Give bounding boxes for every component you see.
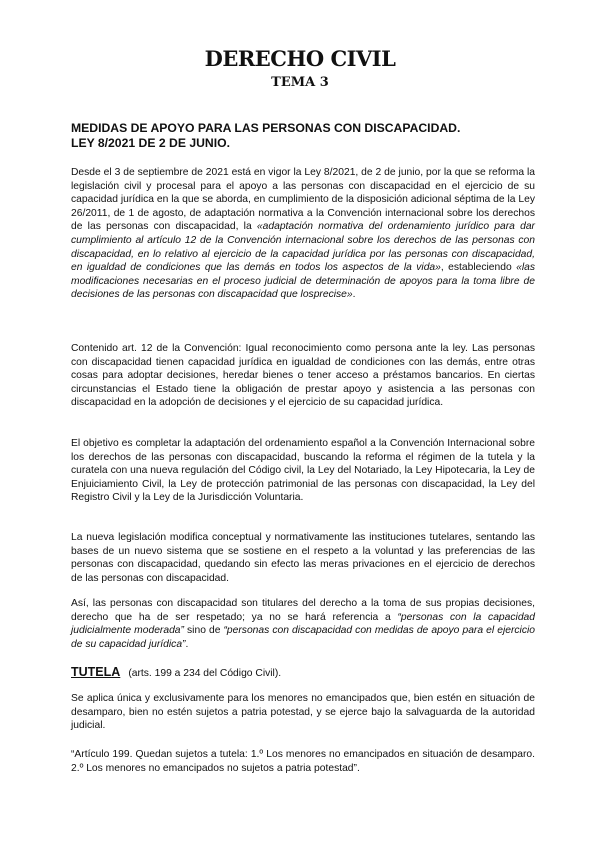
paragraph-intro-quote-a: «adaptación normativa del ordenamiento jurídico para dar cumplimiento al artículo 12 de la Convención internacional sobre los derechos de las personas con discapacidad, en lo relativo al ejercicio de la capacidad jurídica por las personas con discapacidad, en igualdad de condiciones que las demás en todos los aspectos de la vida» [71,221,535,274]
paragraph-intro-text-a: Desde el 3 de septiembre de 2021 está en vigor la Ley 8/2021, de 2 de junio, por la que se reforma la legislación civil y procesal para el apoyo a las personas con discapacidad en el ejercicio de su capacidad jurídica en la que se aborda, en cumplimiento de la disposición adicional séptima de la Ley 26/2011, de 1 de agosto, de adaptación normativa a la Convención internacional sobre los derechos de las personas con discapacidad, la [71,167,535,233]
section-heading-line-2: LEY 8/2021 DE 2 DE JUNIO. [71,136,230,150]
document-title: DERECHO CIVIL [204,46,396,71]
paragraph-intro-text-c: . [352,289,356,301]
tutela-title: TUTELA [71,665,121,679]
section-heading [71,121,541,151]
paragraph-objective: El objetivo es completar la adaptación del ordenamiento español a la Convención Internacional sobre los derechos de las personas con discapacidad, buscando la reforma el régimen de la tutela y la curatela con una nueva regulación del Código civil, la Ley del Notariado, la Ley Hipotecaria, la Ley de Enjuiciamiento Civil, la Ley de protección patrimonial de las personas con discapacidad, la Ley del Registro Civil y la Ley de la Jurisdicción Voluntaria. [71,438,535,504]
paragraph-article-12: Contenido art. 12 de la Convención: Igual reconocimiento como persona ante la ley. Las personas con discapacidad tienen capacidad jurídica en igualdad de condiciones con las demás, entre otras cosas para adoptar decisiones, heredar bienes o tener acceso a préstamos bancarios. En ciertas circunstancias el Estado tiene la obligación de prestar apoyo y asistencia a las personas con discapacidad en la adopción de decisiones y el ejercicio de su capacidad jurídica. [71,343,535,409]
paragraph-tutela-scope: Se aplica única y exclusivamente para los menores no emancipados que, bien estén en situación de desamparo, bien no estén sujetos a patria potestad, y se ejerce bajo la salvaguarda de la autoridad judicial. [71,693,535,732]
paragraph-intro [71,166,535,302]
paragraph-rights-quote-a: “personas con la capacidad judicialmente moderada” [71,611,535,637]
paragraph-rights-text-c: . [185,638,189,650]
paragraph-rights-quote-b: “personas con discapacidad con medidas de apoyo para el ejercicio de su capacidad jurídica” [71,625,535,650]
paragraph-rights [71,597,535,651]
document-subtitle: TEMA 3 [271,75,329,90]
tutela-reference: (arts. 199 a 234 del Código Civil). [128,668,282,679]
paragraph-article-199-quote: “Artículo 199. Quedan sujetos a tutela: 1.º Los menores no emancipados en situación de desamparo. 2.º Los menores no emancipados no sujetos a patria potestad”. [71,749,535,774]
paragraph-intro-text-b: , estableciendo [440,262,517,274]
paragraph-rights-text-a: Así, las personas con discapacidad son titulares del derecho a la toma de sus propias decisiones, derecho que ha de ser respetado; ya no se hará referencia a [71,598,535,623]
paragraph-rights-text-b: sino de [183,625,224,637]
paragraph-new-legislation: La nueva legislación modifica conceptual y normativamente las instituciones tutelares, sentando las bases de un nuevo sistema que se sostiene en el respeto a la voluntad y las preferencias de las personas con discapacidad, quedando sin efecto las meras privaciones en el ejercicio de derechos de las personas con discapacidad. [71,532,535,584]
paragraph-intro-quote-b: «las modificaciones necesarias en el proceso judicial de determinación de apoyos para la toma libre de decisiones de las personas con discapacidad que losprecise» [71,262,535,301]
section-heading-line-1: MEDIDAS DE APOYO PARA LAS PERSONAS CON DISCAPACIDAD. [71,121,461,135]
tutela-section-header [71,665,535,681]
